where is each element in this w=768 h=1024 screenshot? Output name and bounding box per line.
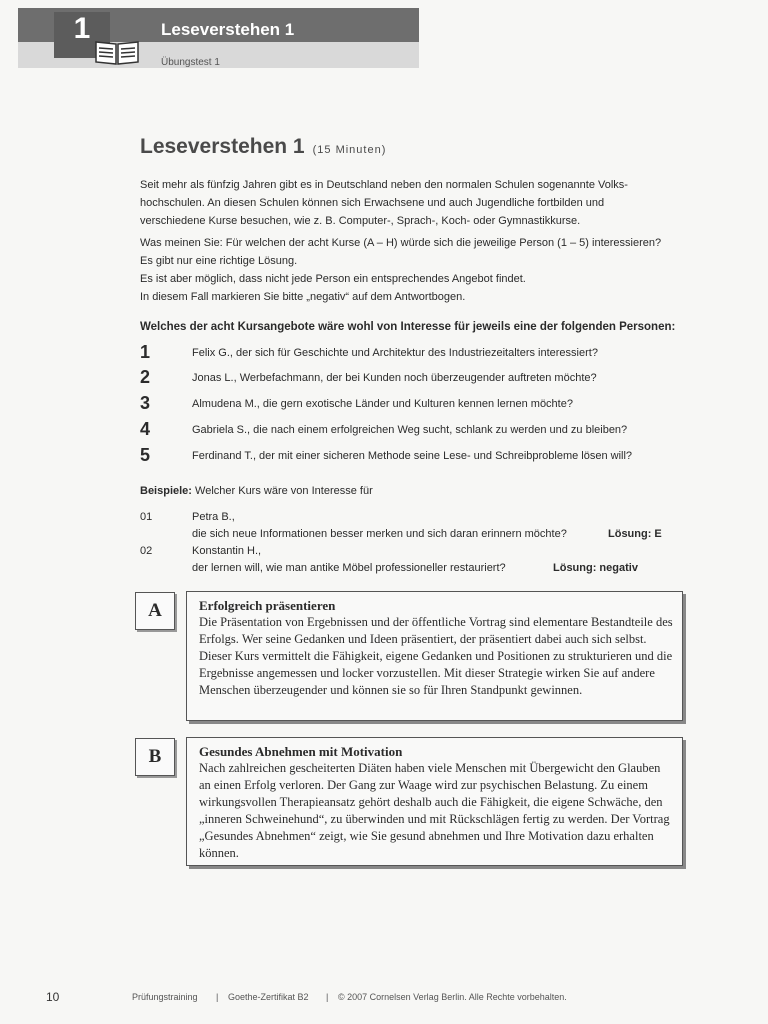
footer-separator: | [326, 992, 329, 1002]
section-title [140, 135, 386, 159]
example-number: 02 [140, 545, 153, 557]
footer-cert: Goethe-Zertifikat B2 [228, 992, 309, 1002]
course-letter-b: B [135, 738, 175, 776]
header-title: Leseverstehen 1 [161, 20, 295, 39]
person-text: Felix G., der sich für Geschichte und Architektur des Industriezeitalters interessiert? [192, 347, 598, 359]
person-text: Jonas L., Werbefachmann, der bei Kunden noch überzeugender auftreten möchte? [192, 372, 597, 384]
page-number: 10 [46, 990, 60, 1004]
course-text: Nach zahlreichen gescheiterten Diäten haben viele Menschen mit Übergewicht den Glauben an einen Erfolg verloren. Der Gang zur Waage wird zur psychischen Belastung. Zu einem wirkungsvollen Therapieansatz gehört deshalb auch die Fähigkeit, die eigene Schwäche, den „inneren Schweinehund“, zu überwinden und mit Rückschlägen fertig zu werden. Der Vortrag „Gesundes Abnehmen“ zeigt, wie Sie gesund abnehmen und Ihre Motivation dazu erhalten können. [199, 761, 670, 860]
examples-intro: Welcher Kurs wäre von Interesse für [195, 485, 373, 497]
course-text: Die Präsentation von Ergebnissen und der öffentliche Vortrag sind elementare Bestandteile des Erfolgs. Wer seine Gedanken und Ideen präsentiert, der präsentiert dabei auch sich selbst. Dieser Kurs vermittelt die Fähigkeit, eigene Gedanken und Positionen zu strukturieren und die Ergebnisse angemessen und locker vorzustellen. Mit dieser Strategie wirken Sie auf andere Menschen überzeugender und können sie so für Ihren Standpunkt gewinnen. [199, 615, 673, 697]
footer-separator: | [216, 992, 219, 1002]
intro-line: verschiedene Kurse besuchen, wie z. B. Computer-, Sprach-, Koch- oder Gymnastikkurse. [140, 215, 581, 227]
course-letter-a: A [135, 592, 175, 630]
example-number: 01 [140, 511, 153, 523]
intro-line: Seit mehr als fünfzig Jahren gibt es in Deutschland neben den normalen Schulen sogenannte Volks- [140, 179, 628, 191]
book-icon [94, 38, 140, 66]
example-solution: Lösung: E [608, 528, 662, 540]
course-title: Erfolgreich präsentieren [199, 598, 336, 613]
person-text: Gabriela S., die nach einem erfolgreichen Weg sucht, schlank zu werden und zu bleiben? [192, 424, 628, 436]
intro-line: hochschulen. An diesen Schulen können sich Erwachsene und auch Jugendliche fortbilden und [140, 197, 605, 209]
instruction-line: Es ist aber möglich, dass nicht jede Person ein entsprechendes Angebot findet. [140, 273, 526, 285]
person-number: 5 [140, 445, 151, 465]
example-name: Petra B., [192, 511, 235, 523]
person-number: 3 [140, 393, 151, 413]
person-item [140, 393, 700, 417]
examples-heading [140, 485, 373, 497]
footer-book: Prüfungstraining [132, 992, 198, 1002]
person-item [140, 419, 700, 443]
task-question: Welches der acht Kursangebote wäre wohl von Interesse für jeweils eine der folgenden Personen: [140, 321, 676, 333]
instruction-line: Was meinen Sie: Für welchen der acht Kurse (A – H) würde sich die jeweilige Person (1 – 5) interessieren? [140, 237, 662, 249]
person-number: 2 [140, 367, 151, 387]
chapter-header [18, 8, 419, 68]
person-item [140, 342, 700, 366]
example-name: Konstantin H., [192, 545, 262, 557]
footer-copyright: © 2007 Cornelsen Verlag Berlin. Alle Rechte vorbehalten. [338, 992, 567, 1002]
header-subtitle: Übungstest 1 [161, 57, 220, 68]
course-box-b [186, 737, 683, 866]
person-number: 4 [140, 419, 151, 439]
section-title-text: Leseverstehen 1 [140, 135, 305, 158]
examples-label: Beispiele: [140, 485, 192, 497]
person-text: Ferdinand T., der mit einer sicheren Methode seine Lese- und Schreibprobleme lösen will? [192, 450, 633, 462]
example-text: der lernen will, wie man antike Möbel professioneller restauriert? [192, 562, 506, 574]
instruction-line: Es gibt nur eine richtige Lösung. [140, 255, 298, 267]
section-duration: (15 Minuten) [312, 144, 387, 156]
person-text: Almudena M., die gern exotische Länder und Kulturen kennen lernen möchte? [192, 398, 573, 410]
person-item [140, 367, 700, 391]
instructions-paragraph [140, 234, 700, 306]
example-solution: Lösung: negativ [553, 562, 638, 574]
chapter-number: 1 [54, 12, 110, 58]
example-text: die sich neue Informationen besser merken und sich daran erinnern möchte? [192, 528, 567, 540]
person-number: 1 [140, 342, 151, 362]
person-item [140, 445, 700, 469]
intro-paragraph [140, 176, 700, 230]
course-title: Gesundes Abnehmen mit Motivation [199, 744, 403, 759]
course-box-a [186, 591, 683, 721]
instruction-line: In diesem Fall markieren Sie bitte „negativ“ auf dem Antwortbogen. [140, 291, 466, 303]
